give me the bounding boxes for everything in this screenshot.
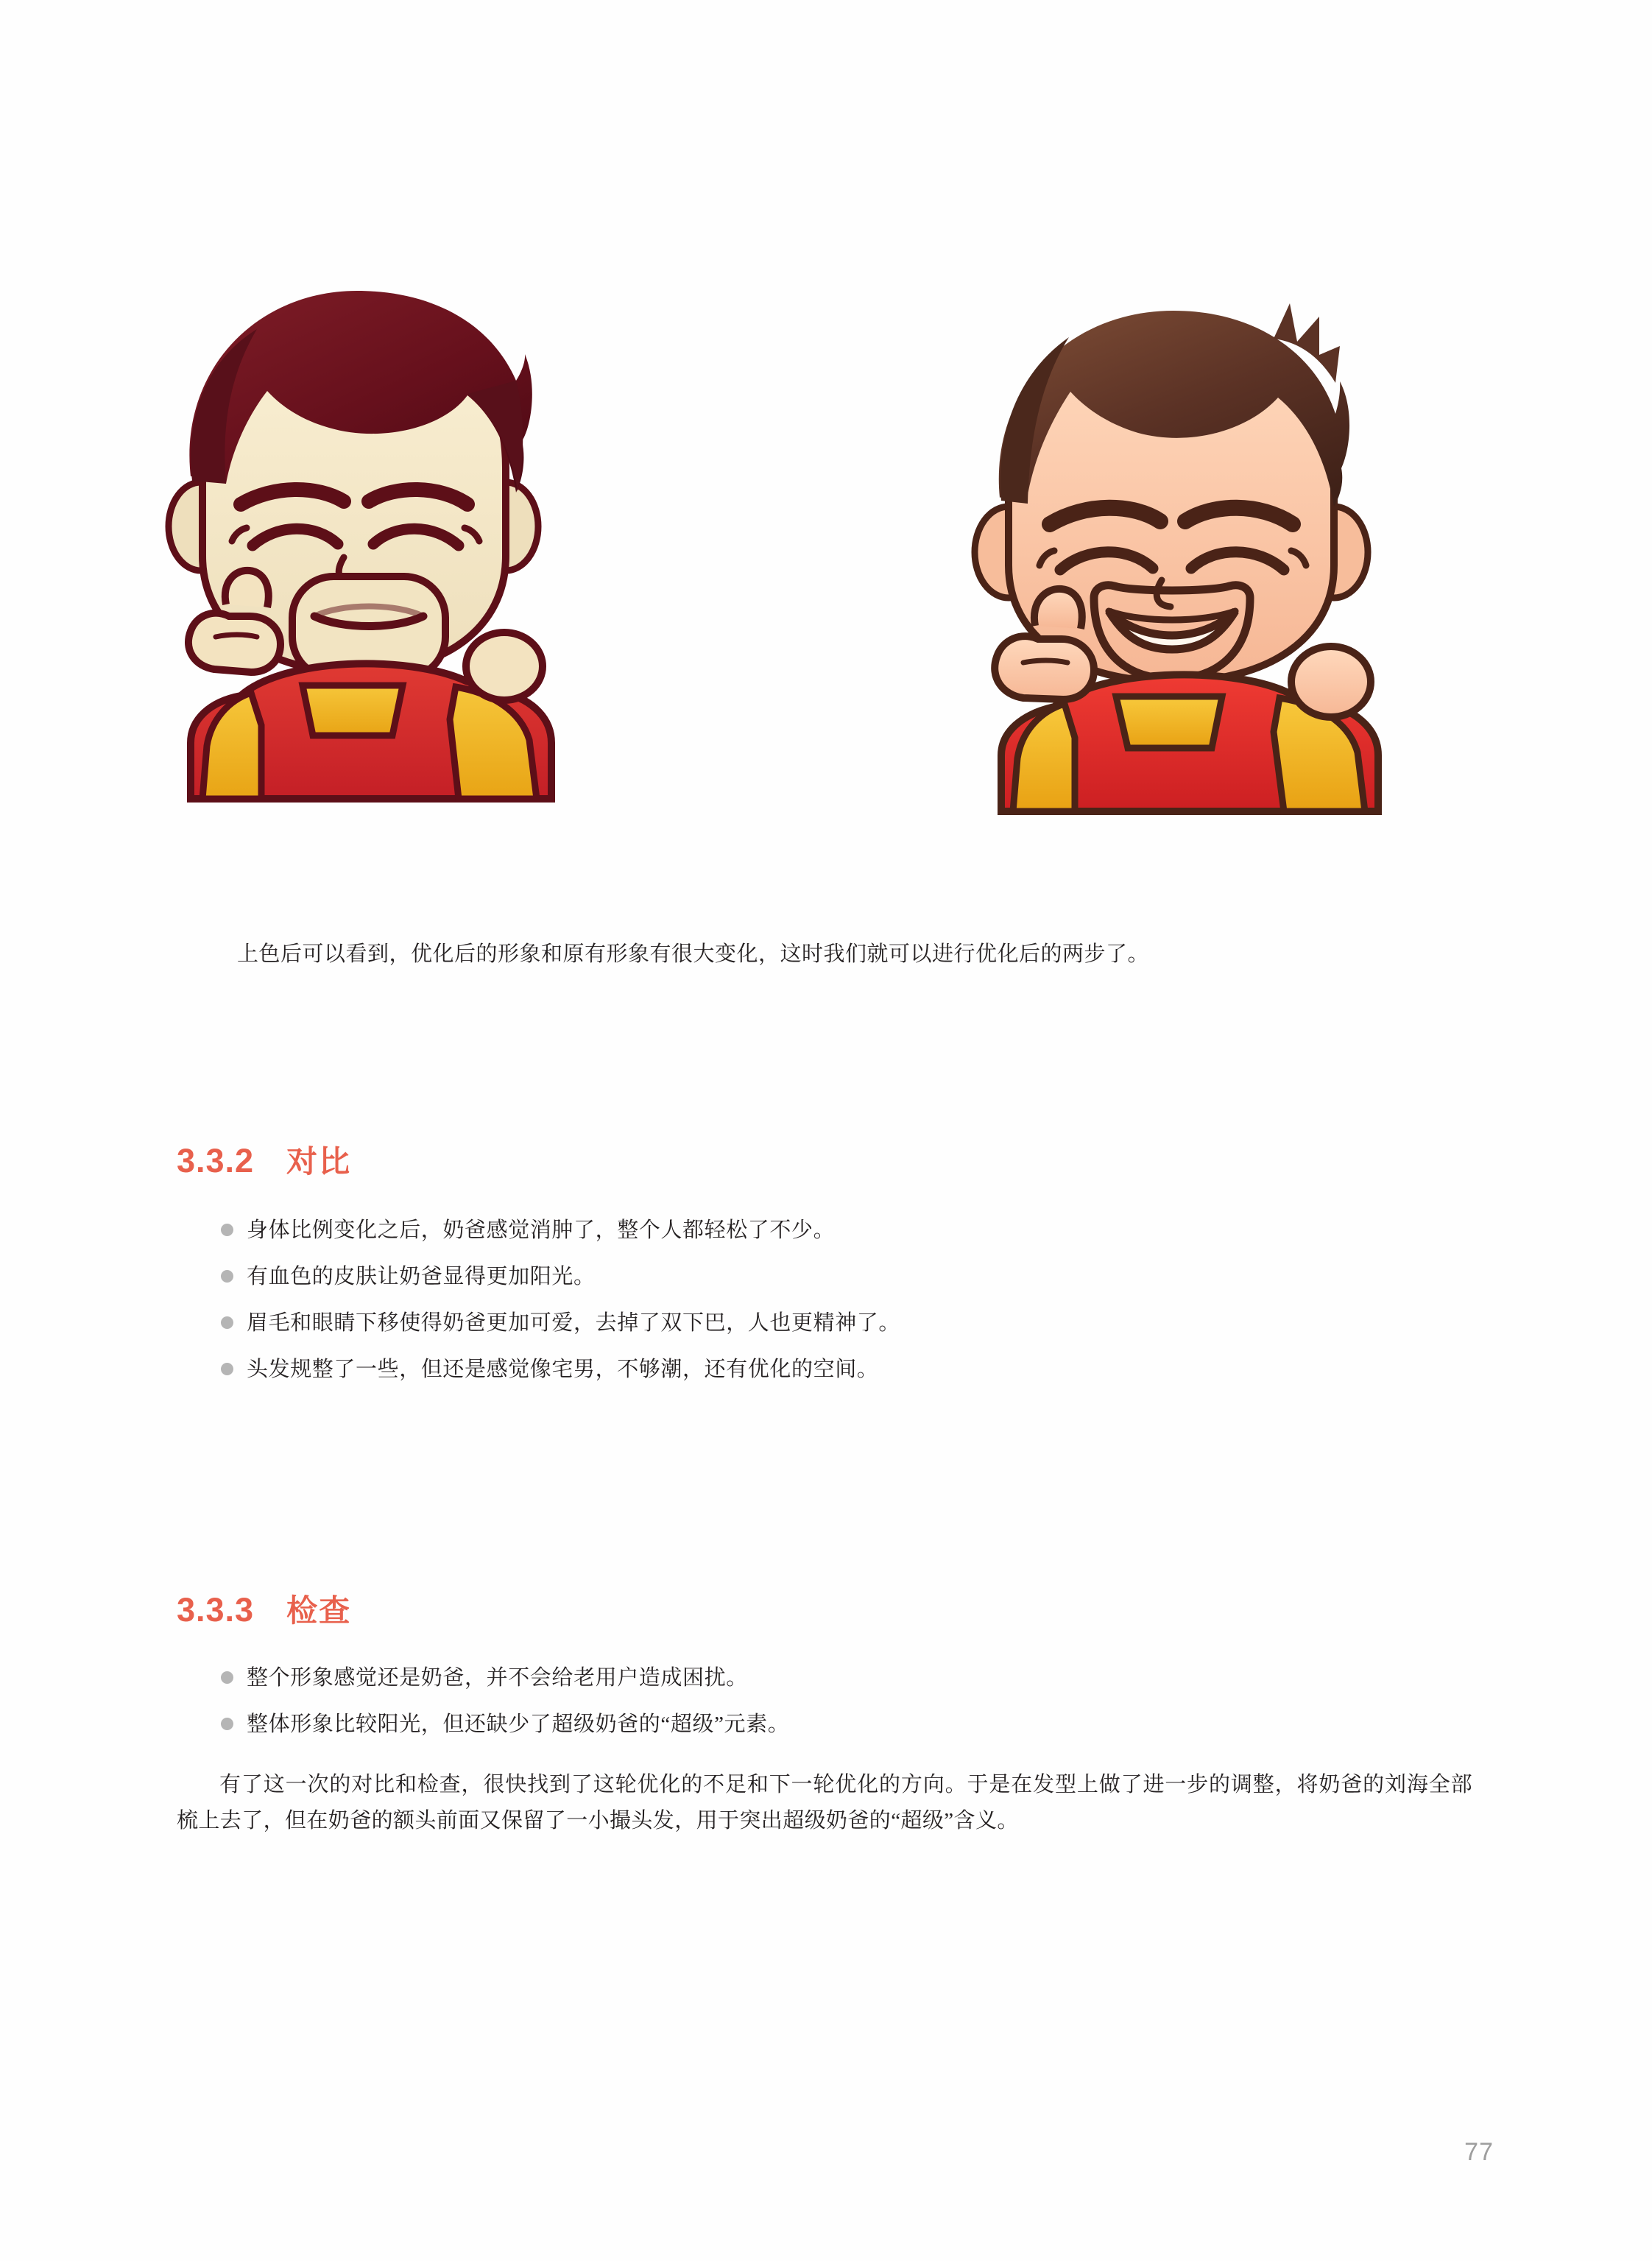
bullet-list-3-3-2	[221, 1215, 1472, 1400]
bullet-dot-icon	[221, 1316, 233, 1329]
bullet-dot-icon	[221, 1270, 233, 1283]
heading-title: 检查	[286, 1593, 352, 1628]
bullet-dot-icon	[221, 1224, 233, 1236]
heading-number: 3.3.3	[177, 1591, 255, 1629]
illustration-caption: 上色后可以看到，优化后的形象和原有形象有很大变化，这时我们就可以进行优化后的两步了。	[237, 942, 1150, 966]
bullet-list-3-3-3	[221, 1662, 1472, 1755]
list-item-text: 整个形象感觉还是奶爸，并不会给老用户造成困扰。	[247, 1666, 748, 1690]
list-item	[221, 1308, 1472, 1338]
list-item-text: 眉毛和眼睛下移使得奶爸更加可爱，去掉了双下巴，人也更精神了。	[247, 1311, 901, 1336]
list-item	[221, 1215, 1472, 1246]
heading-number: 3.3.2	[177, 1142, 255, 1179]
heading-3-3-3	[177, 1587, 1428, 1631]
bullet-dot-icon	[221, 1718, 233, 1730]
illustration-area	[0, 243, 1652, 906]
character-before-illustration	[158, 283, 718, 887]
body-paragraph: 有了这一次的对比和检查，很快找到了这轮优化的不足和下一轮优化的方向。于是在发型上做了进一步的调整，将奶爸的刘海全部梳上去了，但在奶爸的额头前面又保留了一小撮头发，用于突出超级奶爸的“超级”含义。	[177, 1773, 1472, 1833]
character-after-illustration	[957, 265, 1517, 869]
list-item	[221, 1261, 1472, 1292]
heading-title: 对比	[286, 1144, 352, 1179]
list-item-text: 头发规整了一些，但还是感觉像宅男，不够潮，还有优化的空间。	[247, 1358, 879, 1382]
list-item	[221, 1709, 1472, 1740]
list-item	[221, 1354, 1472, 1385]
bullet-dot-icon	[221, 1363, 233, 1375]
list-item-text: 身体比例变化之后，奶爸感觉消肿了，整个人都轻松了不少。	[247, 1218, 836, 1242]
list-item	[221, 1662, 1472, 1693]
list-item-text: 有血色的皮肤让奶爸显得更加阳光。	[247, 1265, 596, 1289]
page-number: 77	[1464, 2138, 1494, 2166]
list-item-text: 整体形象比较阳光，但还缺少了超级奶爸的“超级”元素。	[247, 1712, 790, 1737]
bullet-dot-icon	[221, 1671, 233, 1684]
heading-3-3-2	[177, 1137, 1428, 1182]
